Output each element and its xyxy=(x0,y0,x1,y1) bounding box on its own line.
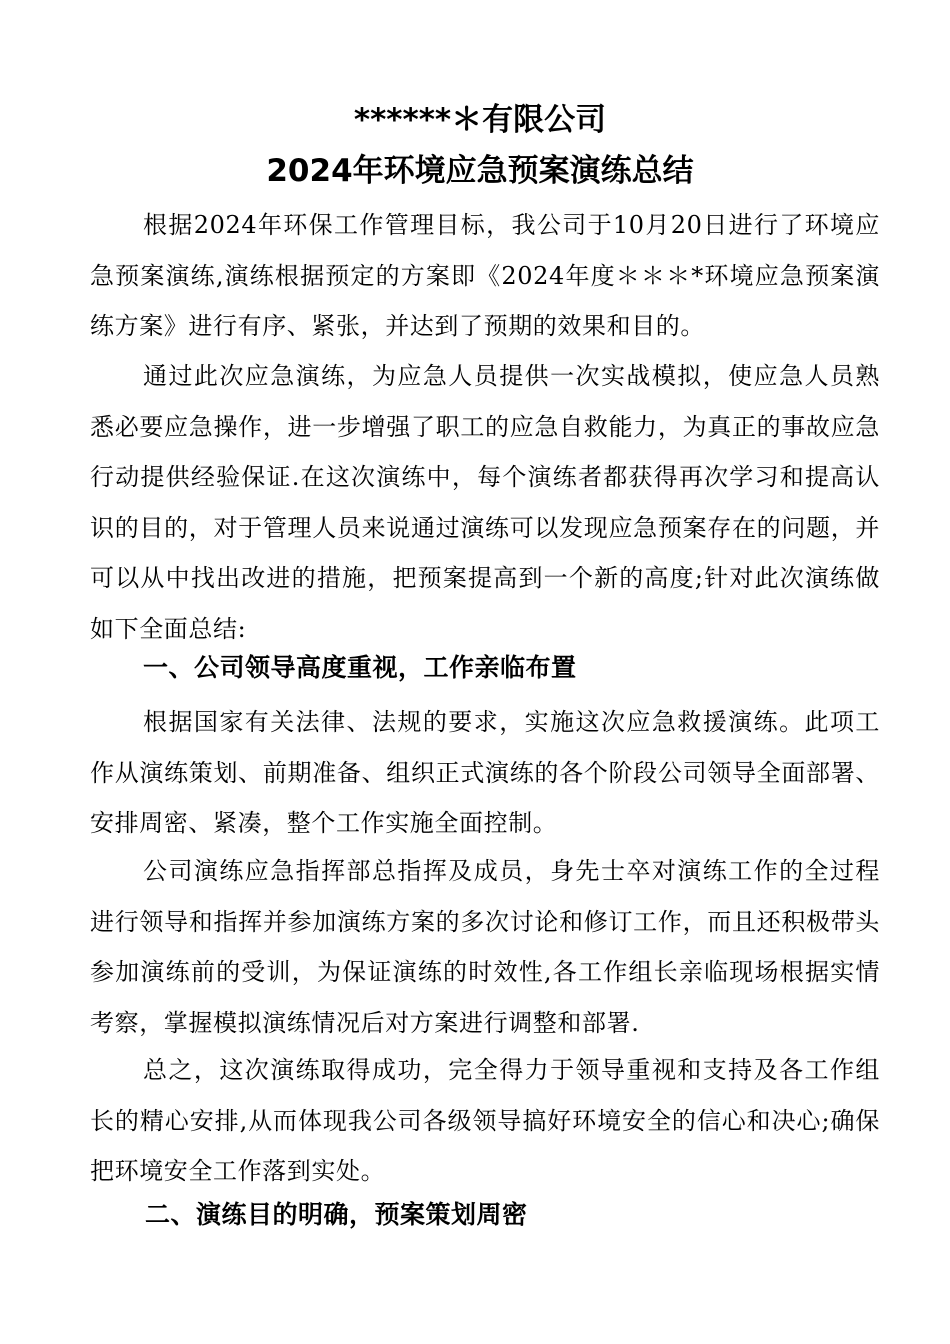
document-title: 2024年环境应急预案演练总结 xyxy=(266,153,694,189)
paragraph-purpose: 通过此次应急演练，为应急人员提供一次实战模拟，使应急人员熟悉必要应急操作，进一步增强了职工的应急自救能力，为真正的事故应急行动提供经验保证.在这次演练中，每个演练者都获得再次学习和提高认识的目的，对于管理人员来说通过演练可以发现应急预案存在的问题，并可以从中找出改进的措施，把预案提高到一个新的高度;针对此次演练做如下全面总结: xyxy=(90,362,880,643)
paragraph-conclusion: 总之，这次演练取得成功，完全得力于领导重视和支持及各工作组长的精心安排,从而体现我公司各级领导搞好环境安全的信心和决心;确保把环境安全工作落到实处。 xyxy=(90,1056,880,1185)
paragraph-command: 公司演练应急指挥部总指挥及成员，身先士卒对演练工作的全过程进行领导和指挥并参加演练方案的多次讨论和修订工作，而且还积极带头参加演练前的受训，为保证演练的时效性,各工作组长亲临现场根据实情考察，掌握模拟演练情况后对方案进行调整和部署. xyxy=(90,857,880,1037)
section-heading-2: 二、演练目的明确，预案策划周密 xyxy=(145,1200,528,1229)
paragraph-intro: 根据2024年环保工作管理目标，我公司于10月20日进行了环境应急预案演练,演练根据预定的方案即《2024年度＊＊＊*环境应急预案演练方案》进行有序、紧张，并达到了预期的效果和目的。 xyxy=(90,211,880,340)
document-title-company: ******＊有限公司 xyxy=(353,102,607,138)
paragraph-leadership: 根据国家有关法律、法规的要求，实施这次应急救援演练。此项工作从演练策划、前期准备、组织正式演练的各个阶段公司领导全面部署、安排周密、紧凑，整个工作实施全面控制。 xyxy=(90,708,880,837)
section-heading-1: 一、公司领导高度重视，工作亲临布置 xyxy=(143,653,577,682)
